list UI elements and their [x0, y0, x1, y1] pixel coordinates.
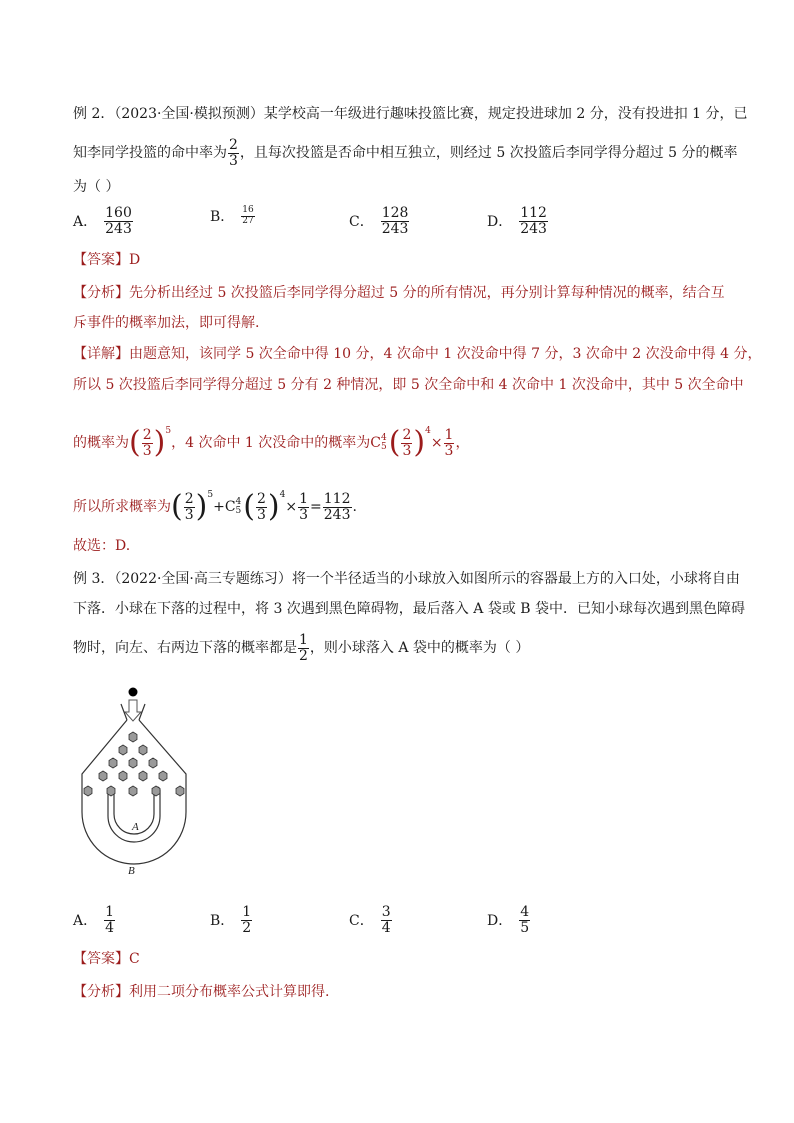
ex2-analysis-line2: 斥事件的概率加法，即可得解.: [73, 315, 260, 331]
ex3-option-c[interactable]: C． $\frac{3}{4}$: [349, 904, 391, 936]
ex2-detail-line1: 【详解】由题意知，该同学 5 次全命中得 10 分，4 次命中 1 次没命中得 7 分，3 次命中 2 次没命中得 4 分，: [73, 346, 762, 362]
label-b: B: [128, 865, 135, 877]
ex2-option-a[interactable]: A． $\frac{160}{243}$: [73, 205, 132, 237]
ex2-question-line1: 例 2．（2023·全国·模拟预测）某学校高一年级进行趣味投篮比赛，规定投进球加 2 分，没有投进扣 1 分，已: [73, 106, 748, 122]
ex2-option-c[interactable]: C． $\frac{128}{243}$: [349, 205, 409, 237]
ex3-answer: 【答案】C: [73, 951, 140, 967]
ex2-conclusion: 故选：D.: [73, 538, 131, 554]
ex2-detail-line4: 所以所求概率为( $\frac{2}{3}$ )$^5$+C 4 5 ( $\frac{2}{3}$ )$^4$× $\frac{1}{3}$ = $\frac{112}{243}$ .: [73, 489, 357, 524]
ex3-analysis-line1: 【分析】利用二项分布概率公式计算即得.: [73, 984, 330, 1000]
ex2-question-line3: 为（ ）: [73, 179, 120, 195]
ex3-option-a[interactable]: A． $\frac{1}{4}$: [73, 904, 115, 936]
hit-rate-fraction: $\frac{2}{3}$: [229, 137, 238, 169]
ex3-question-line1: 例 3．（2022·全国·高三专题练习）将一个半径适当的小球放入如图所示的容器最上方的入口处，小球将自由: [73, 571, 740, 587]
ex2-answer: 【答案】D: [73, 252, 141, 268]
ex2-option-b[interactable]: B． $\frac{16}{27}$: [210, 205, 254, 226]
down-arrow-icon: [125, 700, 141, 721]
ex2-option-d[interactable]: D． $\frac{112}{243}$: [487, 205, 547, 237]
ex2-detail-line3: 的概率为( $\frac{2}{3}$ )$^5$，4 次命中 1 次没命中的概率为C 4 5 ( $\frac{2}{3}$ )$^4$× $\frac{1}{3}$ ，: [73, 425, 470, 460]
ex3-option-b[interactable]: B． $\frac{1}{2}$: [210, 904, 252, 936]
ex2-question-line2: 知李同学投篮的命中率为 $\frac{2}{3}$ ，且每次投篮是否命中相互独立，则经过 5 次投篮后李同学得分超过 5 分的概率: [73, 137, 738, 169]
galton-board-diagram: [76, 684, 194, 888]
ex3-question-line3: 物时，向左、右两边下落的概率都是 $\frac{1}{2}$ ，则小球落入 A 袋中的概率为（ ）: [73, 632, 530, 664]
label-a: A: [132, 821, 139, 833]
obstacles: [84, 732, 184, 796]
ex2-detail-line2: 所以 5 次投篮后李同学得分超过 5 分有 2 种情况，即 5 次全命中和 4 次命中 1 次没命中，其中 5 次全命中: [73, 377, 744, 393]
ex3-option-d[interactable]: D． $\frac{4}{5}$: [487, 904, 530, 936]
ball-icon: [129, 688, 138, 697]
ex3-question-line2: 下落．小球在下落的过程中，将 3 次遇到黑色障碍物，最后落入 A 袋或 B 袋中．已知小球每次遇到黑色障碍: [73, 601, 746, 617]
ex2-analysis-line1: 【分析】先分析出经过 5 次投篮后李同学得分超过 5 分的所有情况，再分别计算每种情况的概率，结合互: [73, 285, 725, 301]
